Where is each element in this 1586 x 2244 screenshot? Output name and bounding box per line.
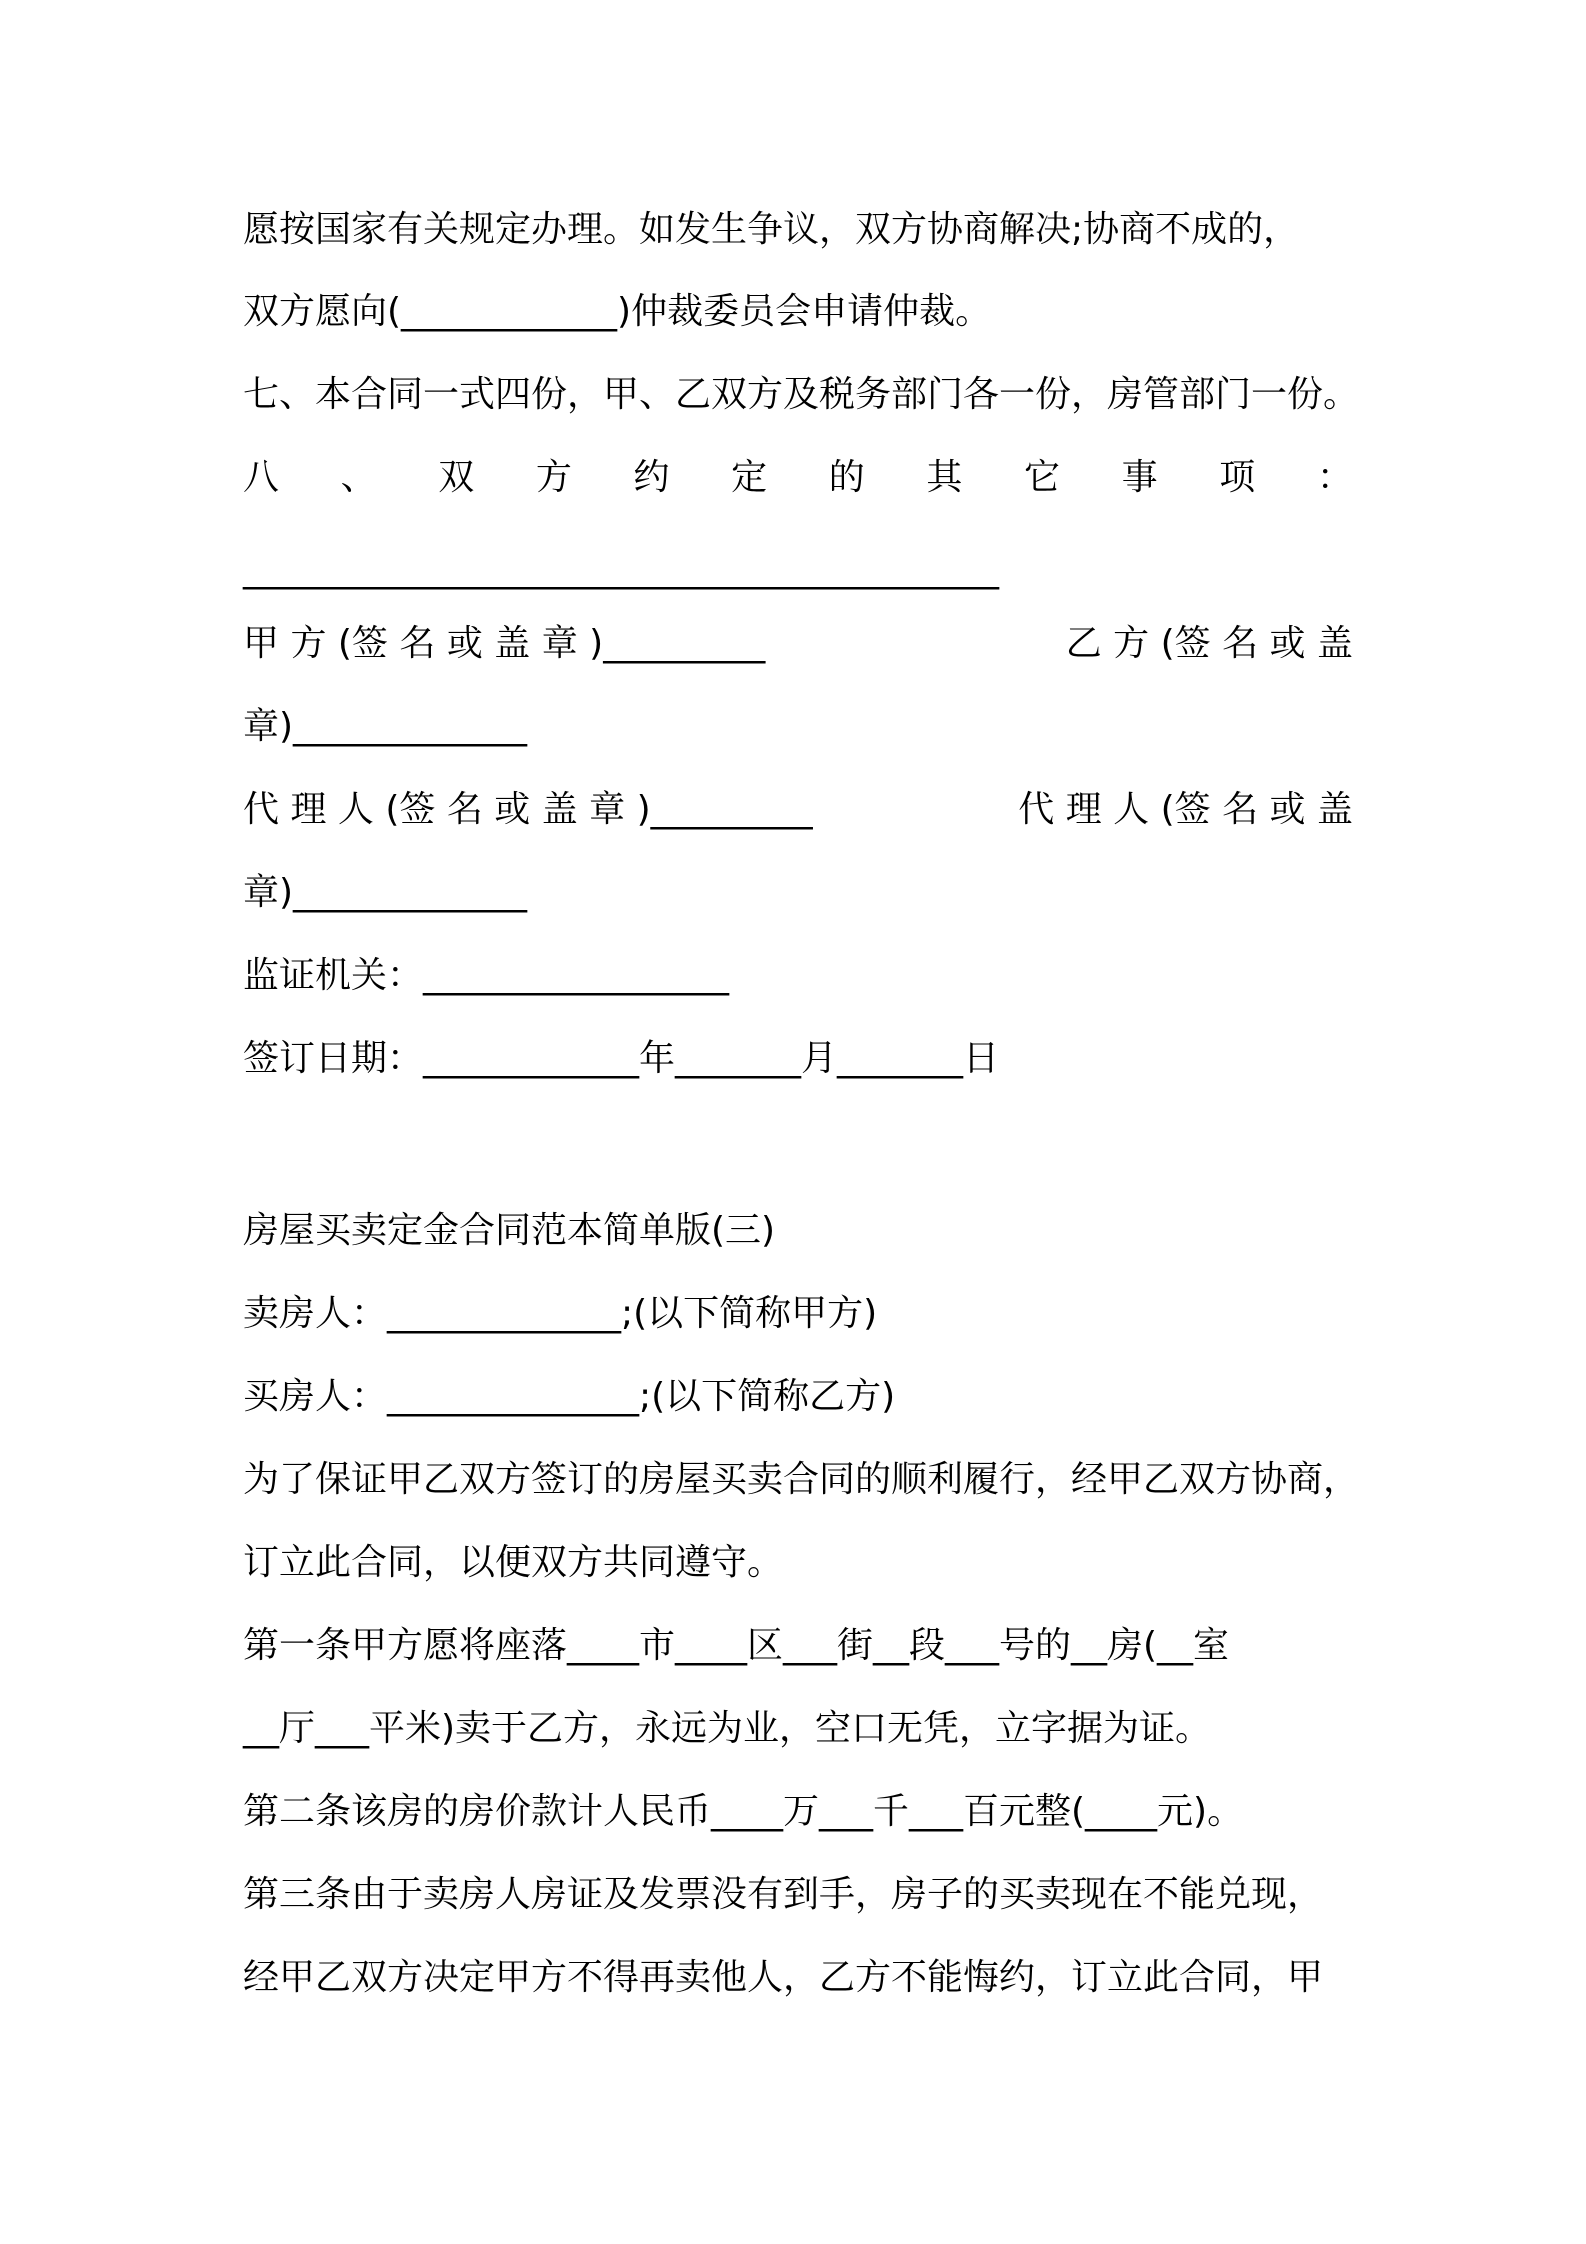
char: 约 xyxy=(633,457,670,498)
char: 项 xyxy=(1219,457,1256,498)
char: 双 xyxy=(438,457,475,498)
article-1-line-cont: __厅___平米)卖于乙方，永远为业，空口无凭，立字据为证。 xyxy=(243,1708,1212,1749)
char: 定 xyxy=(731,457,768,498)
signing-date: 签订日期：____________年_______月_______日 xyxy=(243,1038,1000,1079)
char: 方 xyxy=(535,457,572,498)
signature-row-party xyxy=(243,620,1353,668)
article-3-line-cont: 经甲乙双方决定甲方不得再卖他人，乙方不能悔约，订立此合同，甲 xyxy=(243,1957,1324,1998)
section-title: 房屋买卖定金合同范本简单版(三) xyxy=(243,1210,776,1251)
blank-line: __________________________________________ xyxy=(243,549,999,590)
article-8-heading xyxy=(243,454,1353,502)
article-1-line: 第一条甲方愿将座落____市____区___街__段___号的__房(__室 xyxy=(243,1625,1230,1666)
party-a-signature: 甲 方 (签 名 或 盖 章 )_________ xyxy=(243,623,766,664)
signature-row-agent xyxy=(243,786,1353,834)
char: 八 xyxy=(243,457,280,498)
char: 它 xyxy=(1024,457,1061,498)
text-line: 双方愿向(____________)仲裁委员会申请仲裁。 xyxy=(243,291,992,332)
text-line: 愿按国家有关规定办理。如发生争议，双方协商解决;协商不成的， xyxy=(243,209,1300,250)
char: 、 xyxy=(340,457,377,498)
article-3-line: 第三条由于卖房人房证及发票没有到手，房子的买卖现在不能兑现， xyxy=(243,1874,1324,1915)
party-b-signature-cont: 章)_____________ xyxy=(243,706,528,747)
seller-line: 卖房人：_____________;(以下简称甲方) xyxy=(243,1293,878,1334)
char: 其 xyxy=(926,457,963,498)
agent-b-signature: 代 理 人 (签 名 或 盖 xyxy=(1018,789,1353,830)
agent-a-signature: 代 理 人 (签 名 或 盖 章 )_________ xyxy=(243,789,813,830)
char: 的 xyxy=(828,457,865,498)
buyer-line: 买房人：______________;(以下简称乙方) xyxy=(243,1376,896,1417)
article-2-line: 第二条该房的房价款计人民币____万___千___百元整(____元)。 xyxy=(243,1791,1244,1832)
agent-b-signature-cont: 章)_____________ xyxy=(243,872,528,913)
supervision-authority: 监证机关：_________________ xyxy=(243,955,730,996)
char: 事 xyxy=(1121,457,1158,498)
text-line: 订立此合同，以便双方共同遵守。 xyxy=(243,1542,784,1583)
char: ： xyxy=(1316,457,1353,498)
text-line: 七、本合同一式四份，甲、乙双方及税务部门各一份，房管部门一份。 xyxy=(243,374,1360,415)
text-line: 为了保证甲乙双方签订的房屋买卖合同的顺利履行，经甲乙双方协商， xyxy=(243,1459,1360,1500)
party-b-signature: 乙 方 (签 名 或 盖 xyxy=(1065,623,1353,664)
